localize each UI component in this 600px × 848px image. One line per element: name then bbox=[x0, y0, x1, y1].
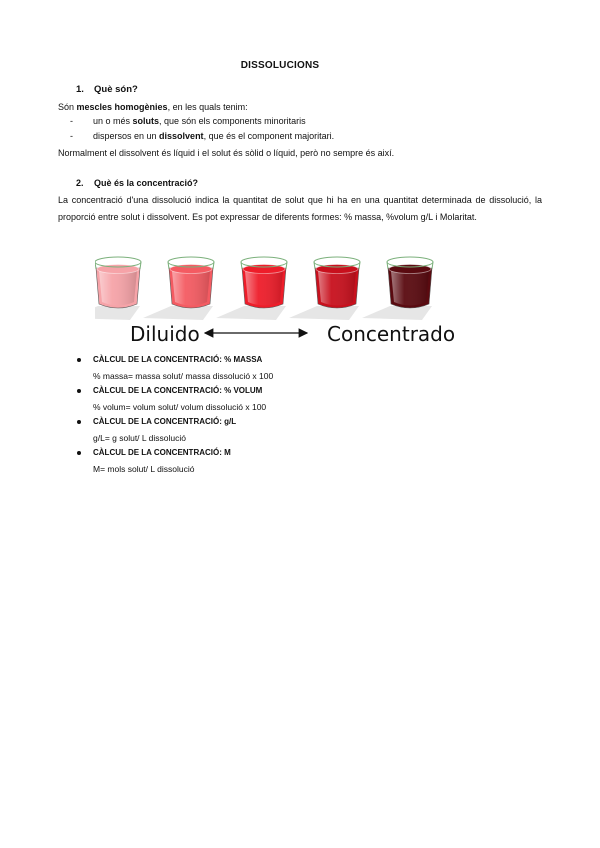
section-1-intro bbox=[58, 101, 248, 113]
item-prefix: un o més bbox=[93, 116, 133, 126]
diluted-label: Diluido bbox=[130, 322, 200, 346]
list-item bbox=[93, 131, 334, 141]
section-2-paragraph: La concentració d'una dissolució indica la quantitat de solut que hi ha en una quantitat determinada de dissolució, la proporció entre solut i dissolvent. Es pot expressar de diferents formes: % massa, %volum g/L i Molaritat. bbox=[58, 195, 542, 222]
dash-marker: - bbox=[70, 116, 73, 126]
calc-formula: g/L= g solut/ L dissolució bbox=[93, 433, 187, 443]
section-1-title: Què són? bbox=[94, 84, 138, 95]
concentrated-label: Concentrado bbox=[327, 322, 456, 346]
calc-title: CÀLCUL DE LA CONCENTRACIÓ: % VOLUM bbox=[93, 386, 263, 395]
section-2-title: Què és la concentració? bbox=[94, 178, 199, 188]
section-1-heading bbox=[76, 84, 138, 95]
calc-title: CÀLCUL DE LA CONCENTRACIÓ: g/L bbox=[93, 417, 237, 426]
section-2-heading bbox=[76, 178, 198, 188]
glasses-group bbox=[95, 257, 433, 320]
dash-marker: - bbox=[70, 131, 73, 141]
item-prefix: dispersos en un bbox=[93, 131, 160, 141]
intro-prefix: Són bbox=[58, 102, 77, 112]
calc-formula: % volum= volum solut/ volum dissolució x 100 bbox=[93, 402, 267, 412]
page-title: DISSOLUCIONS bbox=[240, 60, 320, 71]
calc-title: CÀLCUL DE LA CONCENTRACIÓ: % MASSA bbox=[93, 355, 263, 364]
item-suffix: , que és el component majoritari. bbox=[203, 131, 335, 141]
solution-glass-icon bbox=[362, 257, 433, 320]
calc-formula: % massa= massa solut/ massa dissolució x 100 bbox=[93, 371, 274, 381]
concentration-figure bbox=[95, 250, 465, 350]
intro-suffix: , en les quals tenim: bbox=[167, 102, 248, 112]
bullet-icon bbox=[77, 451, 81, 455]
section-2-number: 2. bbox=[76, 178, 84, 188]
solution-glass-icon bbox=[143, 257, 214, 320]
section-1-note: Normalment el dissolvent és líquid i el solut és sòlid o líquid, però no sempre és així. bbox=[58, 148, 395, 158]
calc-formula: M= mols solut/ L dissolució bbox=[93, 464, 195, 474]
bullet-icon bbox=[77, 389, 81, 393]
item-bold: dissolvent bbox=[159, 131, 204, 141]
bullet-icon bbox=[77, 420, 81, 424]
list-item bbox=[93, 116, 306, 126]
solution-glass-icon bbox=[95, 257, 141, 320]
item-suffix: , que són els components minoritaris bbox=[159, 116, 306, 126]
solution-glass-icon bbox=[289, 257, 360, 320]
calc-title: CÀLCUL DE LA CONCENTRACIÓ: M bbox=[93, 448, 231, 457]
item-bold: soluts bbox=[132, 116, 160, 126]
intro-bold: mescles homogènies bbox=[76, 102, 168, 112]
section-1-number: 1. bbox=[76, 84, 84, 95]
solution-glass-icon bbox=[216, 257, 287, 320]
bullet-icon bbox=[77, 358, 81, 362]
